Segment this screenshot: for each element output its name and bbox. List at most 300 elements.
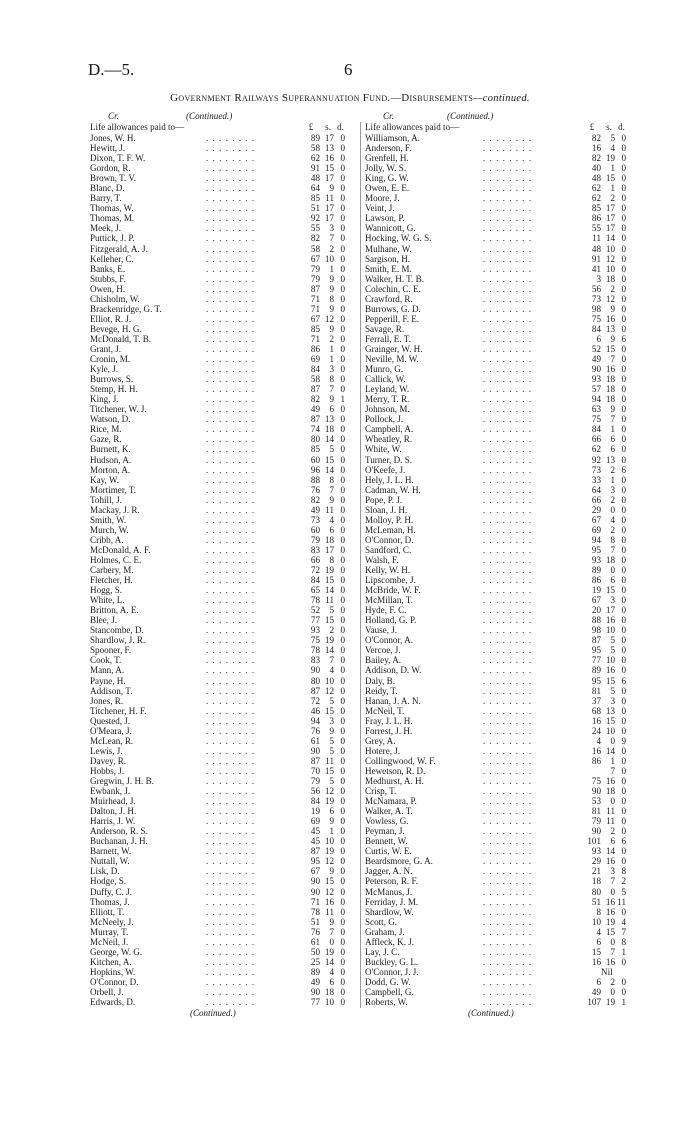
amount-pounds: 50 [310, 946, 320, 957]
payee-name: Forrest, J. H. [365, 725, 413, 736]
table-row [90, 987, 352, 997]
leader-dots: . . . . . . . . [206, 966, 256, 977]
amount-shillings: 1 [610, 474, 615, 485]
table-row [365, 545, 633, 555]
amount-shillings: 0 [329, 936, 334, 947]
amount-shillings: 11 [325, 595, 334, 606]
leader-dots: . . . . . . . . [483, 966, 533, 977]
amount-shillings: 2 [329, 333, 334, 344]
payee-name: Leyland, W. [365, 384, 410, 395]
amount-shillings: 14 [324, 956, 334, 967]
table-row [365, 846, 633, 856]
amount-pounds: 73 [591, 464, 601, 475]
amount-shillings: 7 [610, 876, 615, 887]
table-row [90, 244, 352, 254]
payee-name: Owen, E. E. [365, 183, 410, 194]
amount-shillings: 5 [329, 444, 334, 455]
table-row [90, 716, 352, 726]
table-row [90, 876, 352, 886]
payee-name: Kelly, W. H. [365, 565, 411, 576]
amount-pounds: 73 [591, 293, 601, 304]
payee-name: O'Keefe, J. [365, 464, 406, 475]
amount-pounds: 95 [591, 645, 601, 656]
table-row [90, 615, 352, 625]
leader-dots: . . . . . . . . [483, 193, 533, 204]
amount-pence: 0 [621, 414, 626, 425]
payee-name: Carbery, M. [90, 565, 134, 576]
payee-name: Chisholm, W. [90, 293, 140, 304]
right-column [365, 110, 633, 1007]
amount-pence: 0 [621, 776, 626, 786]
amount-shillings: 16 [605, 665, 615, 676]
payee-name: Stubbs, F. [90, 273, 126, 284]
table-row [90, 756, 352, 766]
table-row [90, 304, 352, 314]
amount-shillings: 10 [605, 263, 615, 274]
payee-name: King, G. W. [365, 173, 409, 184]
amount-pence: 0 [340, 685, 345, 696]
paid-label: Life allowances paid to— [90, 122, 185, 132]
amount-pounds: 70 [310, 765, 320, 776]
amount-pounds: 84 [310, 575, 320, 586]
amount-pence: 0 [621, 635, 626, 646]
amount-pence: 0 [340, 745, 345, 756]
amount-pence: 0 [340, 675, 345, 686]
amount-pence: 1 [340, 394, 345, 405]
payee-name: Callick, W. [365, 374, 406, 385]
table-row [90, 665, 352, 675]
leader-dots: . . . . . . . . [206, 313, 256, 324]
table-row [90, 163, 352, 173]
table-row [365, 977, 633, 987]
table-row [365, 404, 633, 414]
amount-shillings: 18 [324, 424, 334, 435]
cr-label: Cr. [383, 111, 394, 121]
amount-pounds: 88 [591, 615, 601, 626]
amount-shillings: 13 [605, 454, 615, 465]
amount-pence: 0 [340, 575, 345, 586]
amount-shillings: 16 [324, 896, 334, 907]
table-row [365, 505, 633, 515]
leader-dots: . . . . . . . . [483, 454, 533, 465]
amount-shillings: 4 [329, 514, 334, 525]
amount-pence: 0 [621, 524, 626, 535]
amount-pence: 0 [621, 153, 626, 164]
amount-pounds: 83 [310, 655, 320, 666]
amount-pounds: 16 [591, 745, 601, 756]
leader-dots: . . . . . . . . [206, 735, 256, 746]
amount-shillings: 7 [329, 233, 334, 244]
payee-name: Hudson, A. [90, 454, 132, 465]
payee-name: Hewitt, J. [90, 143, 126, 154]
leader-dots: . . . . . . . . [483, 856, 533, 867]
amount-pence: 0 [340, 343, 345, 354]
table-row [365, 173, 633, 183]
amount-shillings: 15 [324, 765, 334, 776]
amount-pence: 0 [621, 645, 626, 656]
amount-pence: 0 [621, 705, 626, 716]
amount-shillings: 10 [324, 675, 334, 686]
table-row [365, 706, 633, 716]
leader-dots: . . . . . . . . [206, 585, 256, 596]
amount-pence: 0 [621, 585, 626, 596]
amount-pounds: 67 [591, 514, 601, 525]
amount-shillings: 9 [329, 394, 334, 405]
payee-name: Turner, D. S. [365, 454, 413, 465]
leader-dots: . . . . . . . . [483, 133, 533, 143]
table-row [365, 987, 633, 997]
payee-name: Campbell, G. [365, 986, 414, 997]
amount-pence: 0 [340, 876, 345, 887]
payee-name: Burrows, G. D. [365, 303, 421, 314]
amount-shillings: 7 [610, 414, 615, 425]
amount-pounds: 64 [591, 484, 601, 495]
payee-name: Thomas, W. [90, 203, 134, 214]
leader-dots: . . . . . . . . [206, 554, 256, 565]
amount-pence: 0 [340, 323, 345, 334]
amount-pence: 0 [340, 534, 345, 545]
leader-dots: . . . . . . . . [206, 866, 256, 877]
amount-pounds: 93 [591, 846, 601, 857]
leader-dots: . . . . . . . . [206, 565, 256, 576]
amount-shillings: 19 [324, 846, 334, 857]
leader-dots: . . . . . . . . [483, 786, 533, 797]
amount-shillings: 19 [324, 565, 334, 576]
payee-name: Hyde, F. C. [365, 605, 407, 616]
leader-dots: . . . . . . . . [483, 253, 533, 264]
amount-pence: 0 [340, 253, 345, 264]
amount-pence: 0 [340, 986, 345, 997]
payee-name: Fletcher, H. [90, 575, 133, 586]
payee-name: White, L. [90, 595, 125, 606]
amount-pounds: 4 [596, 735, 601, 746]
payee-name: Murray, T. [90, 926, 129, 937]
table-row [365, 665, 633, 675]
leader-dots: . . . . . . . . [483, 946, 533, 957]
payee-name: Vercoe, J. [365, 645, 401, 656]
leader-dots: . . . . . . . . [206, 635, 256, 646]
table-row [90, 676, 352, 686]
amount-pence: 0 [621, 283, 626, 294]
table-row [365, 826, 633, 836]
amount-pence: 11 [617, 896, 626, 907]
table-row [365, 384, 633, 394]
amount-shillings: 5 [329, 735, 334, 746]
amount-shillings: 14 [605, 233, 615, 244]
amount-pounds: 85 [310, 193, 320, 204]
payee-name: Hogg, S. [90, 585, 123, 596]
amount-pence: 0 [621, 514, 626, 525]
payee-name: Johnson, M. [365, 404, 410, 415]
left-rows [90, 133, 352, 1007]
table-row [90, 887, 352, 897]
amount-shillings: 9 [329, 816, 334, 827]
table-row [90, 455, 352, 465]
amount-shillings: 3 [329, 715, 334, 726]
payee-name: Grenfell, H. [365, 153, 409, 164]
amount-shillings: 5 [329, 776, 334, 786]
table-row [90, 856, 352, 866]
amount-shillings: 8 [329, 554, 334, 565]
amount-shillings: 9 [610, 333, 615, 344]
amount-pounds: 3 [596, 273, 601, 284]
amount-pounds: 77 [310, 615, 320, 626]
amount-pence: 0 [340, 374, 345, 385]
amount-pounds: 85 [310, 323, 320, 334]
table-row [365, 766, 633, 776]
leader-dots: . . . . . . . . [483, 997, 533, 1008]
amount-pence: 0 [621, 725, 626, 736]
table-row [90, 947, 352, 957]
table-row [90, 424, 352, 434]
amount-pounds: 90 [310, 886, 320, 897]
amount-pounds: 6 [596, 976, 601, 987]
amount-shillings: 18 [324, 986, 334, 997]
leader-dots: . . . . . . . . [206, 464, 256, 475]
amount-pence: 0 [340, 283, 345, 294]
amount-pounds: 40 [591, 163, 601, 174]
leader-dots: . . . . . . . . [483, 615, 533, 626]
leader-dots: . . . . . . . . [483, 464, 533, 475]
table-row [365, 223, 633, 233]
amount-pounds: 72 [310, 695, 320, 706]
amount-shillings: 0 [610, 886, 615, 897]
table-row [90, 917, 352, 927]
payee-name: Duffy, C. J. [90, 886, 132, 897]
table-row [365, 887, 633, 897]
leader-dots: . . . . . . . . [206, 786, 256, 797]
amount-shillings: 9 [329, 273, 334, 284]
amount-shillings: 2 [610, 283, 615, 294]
amount-pounds: 79 [310, 534, 320, 545]
table-row [365, 495, 633, 505]
table-row [90, 505, 352, 515]
payee-name: Jolly, W. S. [365, 163, 407, 174]
amount-pounds: 93 [591, 374, 601, 385]
amount-shillings: 9 [329, 916, 334, 927]
leader-dots: . . . . . . . . [483, 936, 533, 947]
amount-pence: 0 [340, 926, 345, 937]
leader-dots: . . . . . . . . [483, 956, 533, 967]
leader-dots: . . . . . . . . [206, 595, 256, 606]
leader-dots: . . . . . . . . [483, 836, 533, 847]
amount-pounds: 66 [591, 434, 601, 445]
leader-dots: . . . . . . . . [206, 183, 256, 194]
payee-name: Moore, J. [365, 193, 400, 204]
amount-shillings: 2 [610, 494, 615, 505]
table-row [365, 575, 633, 585]
amount-pence: 0 [621, 665, 626, 676]
amount-pounds: 37 [591, 695, 601, 706]
table-row [90, 153, 352, 163]
table-row [90, 364, 352, 374]
amount-shillings: 12 [605, 293, 615, 304]
amount-pence: 0 [621, 765, 626, 776]
leader-dots: . . . . . . . . [483, 796, 533, 807]
amount-shillings: 7 [329, 484, 334, 495]
amount-pence: 0 [621, 273, 626, 284]
table-row [365, 856, 633, 866]
payee-name: Hewetson, R. D. [365, 765, 426, 776]
amount-pence: 0 [340, 715, 345, 726]
leader-dots: . . . . . . . . [483, 826, 533, 837]
amount-pounds: 62 [310, 153, 320, 164]
table-row [90, 444, 352, 454]
table-row [365, 615, 633, 625]
leader-dots: . . . . . . . . [206, 665, 256, 676]
table-row [365, 736, 633, 746]
amount-pence: 0 [340, 504, 345, 515]
payee-name: George, W. G. [90, 946, 143, 957]
amount-shillings: 17 [605, 203, 615, 214]
amount-shillings: 15 [324, 876, 334, 887]
amount-shillings: 19 [605, 997, 615, 1008]
table-row [365, 163, 633, 173]
payee-name: Wannicott, G. [365, 223, 416, 234]
leader-dots: . . . . . . . . [206, 745, 256, 756]
leader-dots: . . . . . . . . [483, 886, 533, 897]
leader-dots: . . . . . . . . [483, 484, 533, 495]
amount-pounds: 74 [310, 424, 320, 435]
payee-name: McNeil, T. [365, 705, 405, 716]
table-row [365, 555, 633, 565]
amount-pence: 0 [340, 615, 345, 626]
leader-dots: . . . . . . . . [483, 223, 533, 234]
amount-pounds: 90 [310, 876, 320, 887]
amount-pounds: 58 [310, 374, 320, 385]
amount-pounds: 73 [310, 514, 320, 525]
amount-pence: 0 [621, 796, 626, 807]
leader-dots: . . . . . . . . [206, 625, 256, 636]
table-row [365, 635, 633, 645]
amount-pence: 0 [621, 715, 626, 726]
leader-dots: . . . . . . . . [483, 374, 533, 385]
amount-pence: 4 [621, 916, 626, 927]
payee-name: Banks, E. [90, 263, 126, 274]
amount-shillings: 14 [605, 745, 615, 756]
amount-pounds: 60 [310, 454, 320, 465]
table-row [90, 746, 352, 756]
payee-name: Walsh, F. [365, 554, 399, 565]
amount-pence: 0 [340, 163, 345, 174]
amount-shillings: 18 [605, 786, 615, 797]
amount-shillings: 1 [329, 343, 334, 354]
amount-shillings: 1 [329, 263, 334, 274]
table-row [90, 927, 352, 937]
amount-pence: 0 [621, 976, 626, 987]
table-row [365, 605, 633, 615]
payee-name: McBride, W. F. [365, 585, 421, 596]
payee-name: Stemp, H. H. [90, 384, 138, 395]
amount-pence: 0 [340, 906, 345, 917]
amount-pounds: 84 [310, 364, 320, 375]
payee-name: Kitchen, A. [90, 956, 132, 967]
table-row [365, 434, 633, 444]
amount-pounds: 94 [591, 394, 601, 405]
leader-dots: . . . . . . . . [206, 896, 256, 907]
leader-dots: . . . . . . . . [483, 163, 533, 174]
amount-pence: 0 [340, 735, 345, 746]
amount-pence: 0 [621, 695, 626, 706]
left-footer-continued: (Continued.) [190, 1008, 236, 1018]
amount-pence: 0 [340, 133, 345, 143]
amount-pounds: 89 [591, 665, 601, 676]
payee-name: Kyle, J. [90, 364, 119, 375]
amount-pounds: 16 [591, 715, 601, 726]
table-row [365, 947, 633, 957]
amount-shillings: 0 [610, 936, 615, 947]
leader-dots: . . . . . . . . [206, 253, 256, 264]
amount-pounds: 64 [310, 183, 320, 194]
amount-pence: 0 [340, 494, 345, 505]
amount-pence: 0 [340, 645, 345, 656]
leader-dots: . . . . . . . . [206, 444, 256, 455]
amount-pounds: 21 [591, 866, 601, 877]
payee-name: Jagger, A. N. [365, 866, 413, 877]
payee-name: Bailey, A. [365, 655, 402, 666]
leader-dots: . . . . . . . . [206, 213, 256, 224]
amount-pounds: 81 [591, 806, 601, 817]
amount-pence: 0 [621, 404, 626, 415]
amount-pounds: 92 [310, 213, 320, 224]
amount-pounds: 82 [591, 133, 601, 143]
leader-dots: . . . . . . . . [206, 133, 256, 143]
table-row [365, 374, 633, 384]
amount-shillings: 8 [329, 293, 334, 304]
leader-dots: . . . . . . . . [483, 665, 533, 676]
amount-shillings: 8 [329, 474, 334, 485]
amount-pounds: 55 [310, 223, 320, 234]
amount-pounds: 91 [310, 163, 320, 174]
amount-pence: 0 [340, 565, 345, 576]
table-row [90, 866, 352, 876]
table-row [90, 495, 352, 505]
amount-shillings: 5 [610, 685, 615, 696]
table-row [90, 655, 352, 665]
payee-name: Gregwin, J. H. B. [90, 776, 154, 786]
amount-pounds: 72 [310, 565, 320, 576]
payee-name: Savage, R. [365, 323, 405, 334]
amount-pence: 9 [621, 735, 626, 746]
amount-pence: 0 [340, 354, 345, 365]
amount-pence: 6 [621, 675, 626, 686]
leader-dots: . . . . . . . . [206, 243, 256, 254]
amount-pounds: 75 [310, 635, 320, 646]
leader-dots: . . . . . . . . [206, 926, 256, 937]
amount-shillings: 14 [324, 645, 334, 656]
amount-pence: 0 [340, 946, 345, 957]
amount-shillings: 1 [610, 424, 615, 435]
amount-pence: 0 [340, 846, 345, 857]
payee-name: Beardsmore, G. A. [365, 856, 433, 867]
payee-name: McLeman, H. [365, 524, 416, 535]
leader-dots: . . . . . . . . [206, 333, 256, 344]
payee-name: Cribb, A. [90, 534, 124, 545]
amount-pence: 0 [340, 816, 345, 827]
payee-name: Crawford, R. [365, 293, 413, 304]
leader-dots: . . . . . . . . [483, 976, 533, 987]
amount-pounds: 82 [591, 153, 601, 164]
leader-dots: . . . . . . . . [483, 354, 533, 365]
amount-pence: 0 [621, 193, 626, 204]
amount-pounds: 71 [310, 896, 320, 907]
payee-name: Walker, A. T. [365, 806, 413, 817]
payee-name: Daly, B. [365, 675, 395, 686]
amount-shillings: 11 [606, 816, 615, 827]
payee-name: Gaze, R. [90, 434, 122, 445]
paid-header [90, 122, 352, 133]
table-row [365, 264, 633, 274]
